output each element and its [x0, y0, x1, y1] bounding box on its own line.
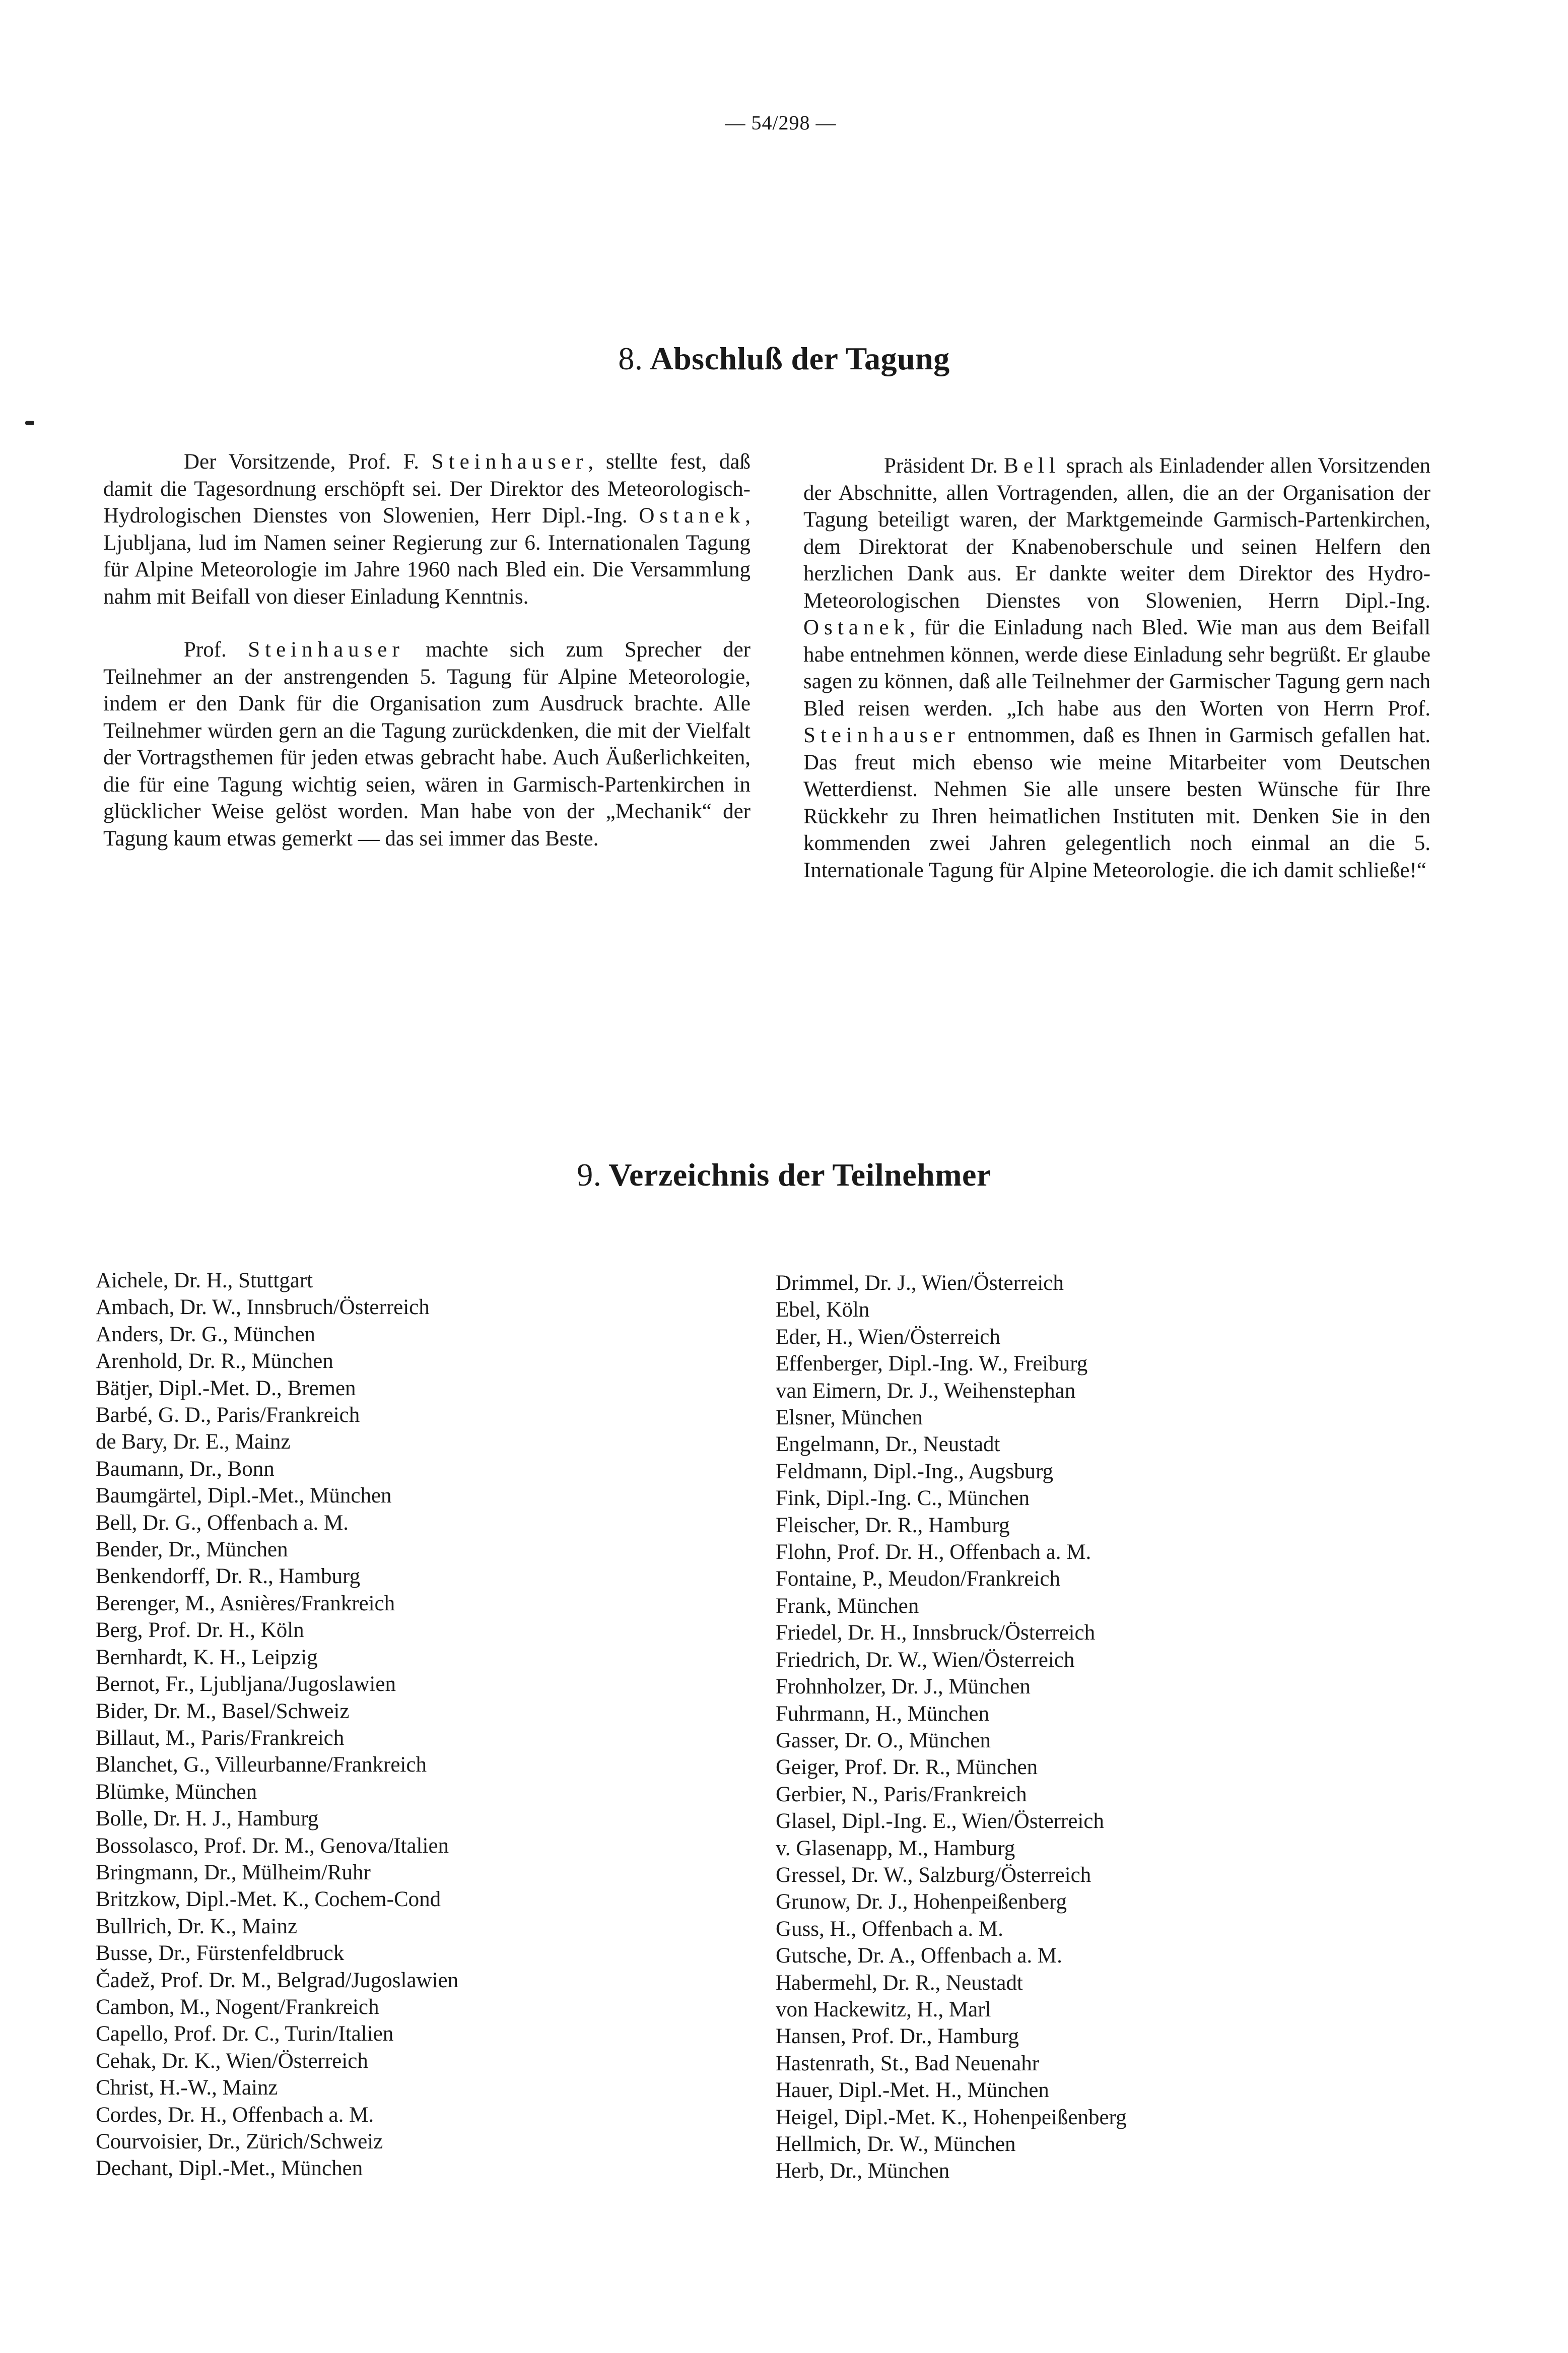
participant-entry: Hauer, Dipl.-Met. H., München	[776, 2078, 1049, 2103]
participant-entry: Bringmann, Dr., Mülheim/Ruhr	[96, 1860, 371, 1884]
participant-entry: Busse, Dr., Fürstenfeldbruck	[96, 1941, 345, 1966]
participant-entry: Guss, H., Offenbach a. M.	[776, 1917, 1003, 1941]
participant-entry: Feldmann, Dipl.-Ing., Augsburg	[776, 1459, 1054, 1483]
section-8-number: 8.	[618, 341, 643, 376]
participant-entry: Berenger, M., Asnières/Frankreich	[96, 1591, 395, 1615]
text-run: Der Vorsitzende, Prof. F.	[184, 450, 432, 474]
participant-entry: Flohn, Prof. Dr. H., Offenbach a. M.	[776, 1540, 1092, 1564]
participant-entry: von Hackewitz, H., Marl	[776, 1997, 991, 2021]
participant-list-right	[776, 1270, 1127, 2185]
participant-entry: Frank, München	[776, 1594, 919, 1618]
participant-entry: de Bary, Dr. E., Mainz	[96, 1430, 291, 1454]
participant-entry: Blümke, München	[96, 1780, 257, 1804]
paragraph-thanks-organisation	[103, 636, 751, 852]
participant-entry: Gerbier, N., Paris/Frankreich	[776, 1782, 1027, 1806]
participant-entry: Bell, Dr. G., Offenbach a. M.	[96, 1511, 349, 1535]
participant-entry: Hellmich, Dr. W., München	[776, 2132, 1016, 2156]
participant-entry: Bolle, Dr. H. J., Hamburg	[96, 1807, 319, 1831]
section-8-left-column	[103, 448, 751, 852]
text-run: machte sich zum Sprecher der Teilnehmer an der anstrengenden 5. Tagung für Alpine Meteorologie, indem er den Dank für die Organisation zum Ausdruck brachte. Alle Teilnehmer würden gern an die Tagung zurückdenken, die mit der Vielfalt der Vortragsthemen für jeden etwas gebracht habe. Auch Äußerlichkeiten, die für eine Tagung wichtig seien, wären in Garmisch-Partenkirchen in glücklicher Weise gelöst worden. Man habe von der „Mechanik“ der Tagung kaum etwas gemerkt — das sei immer das Beste.	[103, 638, 751, 851]
participant-entry: Ebel, Köln	[776, 1298, 870, 1322]
participant-entry: Hastenrath, St., Bad Neuenahr	[776, 2051, 1040, 2075]
spaced-name: Steinhauser	[431, 450, 588, 474]
participant-entry: Baumgärtel, Dipl.-Met., München	[96, 1484, 392, 1508]
participant-entry: Hansen, Prof. Dr., Hamburg	[776, 2024, 1019, 2049]
section-9-title: Verzeichnis der Teilnehmer	[608, 1157, 991, 1193]
participant-entry: van Eimern, Dr. J., Weihenstephan	[776, 1379, 1076, 1403]
participant-entry: Courvoisier, Dr., Zürich/Schweiz	[96, 2130, 383, 2153]
participant-entry: Capello, Prof. Dr. C., Turin/Italien	[96, 2022, 394, 2046]
section-8-right-column	[803, 452, 1430, 884]
participant-entry: Eder, H., Wien/Österreich	[776, 1325, 1000, 1349]
participant-entry: Frohnholzer, Dr. J., München	[776, 1675, 1031, 1699]
participant-entry: Bullrich, Dr. K., Mainz	[96, 1914, 298, 1938]
participant-entry: Bider, Dr. M., Basel/Schweiz	[96, 1699, 350, 1723]
participant-list-left	[96, 1267, 458, 2182]
spaced-name: Bell	[1004, 454, 1060, 478]
participant-entry: Geiger, Prof. Dr. R., München	[776, 1755, 1038, 1780]
spaced-name: Ostanek	[639, 504, 745, 528]
participant-entry: Ambach, Dr. W., Innsbruch/Österreich	[96, 1295, 430, 1320]
participant-entry: Benkendorff, Dr. R., Hamburg	[96, 1564, 361, 1589]
text-run: Prof.	[184, 638, 248, 662]
participant-entry: Gasser, Dr. O., München	[776, 1728, 991, 1752]
text-run: , für die Einladung nach Bled. Wie man aus dem Beifall habe entnehmen können, werde diese Einladung sehr begrüßt. Er glaube sagen zu können, daß alle Teilnehmer der Garmischer Tagung gern nach Bled reisen werden. „Ich habe aus den Worten von Herrn Prof.	[803, 616, 1430, 721]
participant-entry: Herb, Dr., München	[776, 2159, 950, 2183]
participant-entry: Bätjer, Dipl.-Met. D., Bremen	[96, 1376, 356, 1400]
text-run: , stellte fest, daß damit die Tagesordnung erschöpft sei. Der Direktor des Meteorologisch-Hydrologischen Dienstes von Slowenien, Herr Dipl.-Ing.	[103, 450, 751, 528]
paragraph-president-speech	[803, 452, 1430, 884]
spaced-name: Ostanek	[803, 616, 910, 639]
participant-entry: Aichele, Dr. H., Stuttgart	[96, 1269, 313, 1292]
section-8-heading	[0, 340, 1568, 377]
participant-entry: Drimmel, Dr. J., Wien/Österreich	[776, 1271, 1064, 1295]
participant-entry: Glasel, Dipl.-Ing. E., Wien/Österreich	[776, 1809, 1104, 1834]
participant-entry: Billaut, M., Paris/Frankreich	[96, 1726, 345, 1750]
participant-entry: Baumann, Dr., Bonn	[96, 1457, 275, 1481]
participant-entry: Bernot, Fr., Ljubljana/Jugoslawien	[96, 1672, 396, 1696]
text-run: entnommen, daß es Ihnen in Garmisch gefallen hat. Das freut mich ebenso wie meine Mitarbeiter vom Deutschen Wetterdienst. Nehmen Sie alle unsere besten Wünsche für Ihre Rückkehr zu Ihren heimatlichen Instituten mit. Denken Sie in den kommenden zwei Jahren gelegentlich noch einmal an die 5. Internationale Tagung für Alpine Meteorologie. die ich damit schließe!“	[803, 724, 1430, 882]
paragraph-chair-closing	[103, 448, 751, 610]
participant-entry: Bernhardt, K. H., Leipzig	[96, 1645, 318, 1669]
participant-entry: Arenhold, Dr. R., München	[96, 1349, 333, 1374]
section-9-number: 9.	[577, 1157, 602, 1193]
spaced-name: Steinhauser	[248, 638, 404, 662]
participant-entry: Fleischer, Dr. R., Hamburg	[776, 1513, 1010, 1537]
participant-entry: v. Glasenapp, M., Hamburg	[776, 1836, 1015, 1860]
participant-entry: Cehak, Dr. K., Wien/Österreich	[96, 2049, 368, 2073]
spaced-name: Steinhauser	[803, 724, 960, 747]
participant-entry: Barbé, G. D., Paris/Frankreich	[96, 1403, 360, 1427]
page-number: — 54/298 —	[725, 111, 837, 134]
participant-entry: Gressel, Dr. W., Salzburg/Österreich	[776, 1863, 1092, 1887]
participant-entry: Cordes, Dr. H., Offenbach a. M.	[96, 2103, 374, 2127]
participant-entry: Fontaine, P., Meudon/Frankreich	[776, 1567, 1060, 1591]
participant-entry: Berg, Prof. Dr. H., Köln	[96, 1618, 304, 1643]
participant-entry: Britzkow, Dipl.-Met. K., Cochem-Cond	[96, 1887, 441, 1912]
participant-entry: Dechant, Dipl.-Met., München	[96, 2156, 363, 2181]
participant-entry: Engelmann, Dr., Neustadt	[776, 1432, 1000, 1457]
participant-entry: Friedel, Dr. H., Innsbruck/Österreich	[776, 1621, 1096, 1645]
section-9-heading	[0, 1156, 1568, 1194]
text-run: Präsident Dr.	[884, 454, 1004, 478]
participant-entry: Christ, H.-W., Mainz	[96, 2076, 278, 2100]
participant-entry: Gutsche, Dr. A., Offenbach a. M.	[776, 1944, 1062, 1968]
participant-entry: Anders, Dr. G., München	[96, 1322, 315, 1346]
participant-entry: Blanchet, G., Villeurbanne/Frankreich	[96, 1753, 427, 1777]
participant-entry: Bender, Dr., München	[96, 1538, 288, 1562]
participant-entry: Elsner, München	[776, 1406, 923, 1430]
text-run: , Ljubljana, lud im Namen seiner Regierung zur 6. Internationalen Tagung für Alpine Meteorologie im Jahre 1960 nach Bled ein. Die Versammlung nahm mit Beifall von dieser Einladung Kenntnis.	[103, 504, 751, 609]
participant-entry: Cambon, M., Nogent/Frankreich	[96, 1995, 379, 2019]
participant-entry: Čadež, Prof. Dr. M., Belgrad/Jugoslawien	[96, 1968, 459, 1992]
participant-entry: Habermehl, Dr. R., Neustadt	[776, 1971, 1023, 1995]
participant-entry: Bossolasco, Prof. Dr. M., Genova/Italien	[96, 1834, 449, 1858]
participant-entry: Friedrich, Dr. W., Wien/Österreich	[776, 1648, 1075, 1672]
participant-entry: Fink, Dipl.-Ing. C., München	[776, 1486, 1030, 1511]
participant-entry: Heigel, Dipl.-Met. K., Hohenpeißenberg	[776, 2105, 1127, 2129]
scan-mark	[25, 421, 34, 425]
participant-entry: Grunow, Dr. J., Hohenpeißenberg	[776, 1890, 1067, 1914]
participant-entry: Effenberger, Dipl.-Ing. W., Freiburg	[776, 1352, 1088, 1376]
section-8-title: Abschluß der Tagung	[650, 341, 950, 376]
participant-entry: Fuhrmann, H., München	[776, 1702, 989, 1726]
text-run: sprach als Einladender allen Vorsitzenden der Abschnitte, allen Vortragenden, allen, die an der Organisation der Tagung beteiligt waren, der Marktgemeinde Garmisch-Partenkirchen, dem Direktorat der Knabenoberschule und seinen Helfern den herzlichen Dank aus. Er dankte weiter dem Direktor des Hydro-Meteorologischen Dienstes von Slowenien, Herrn Dipl.-Ing.	[803, 454, 1430, 613]
